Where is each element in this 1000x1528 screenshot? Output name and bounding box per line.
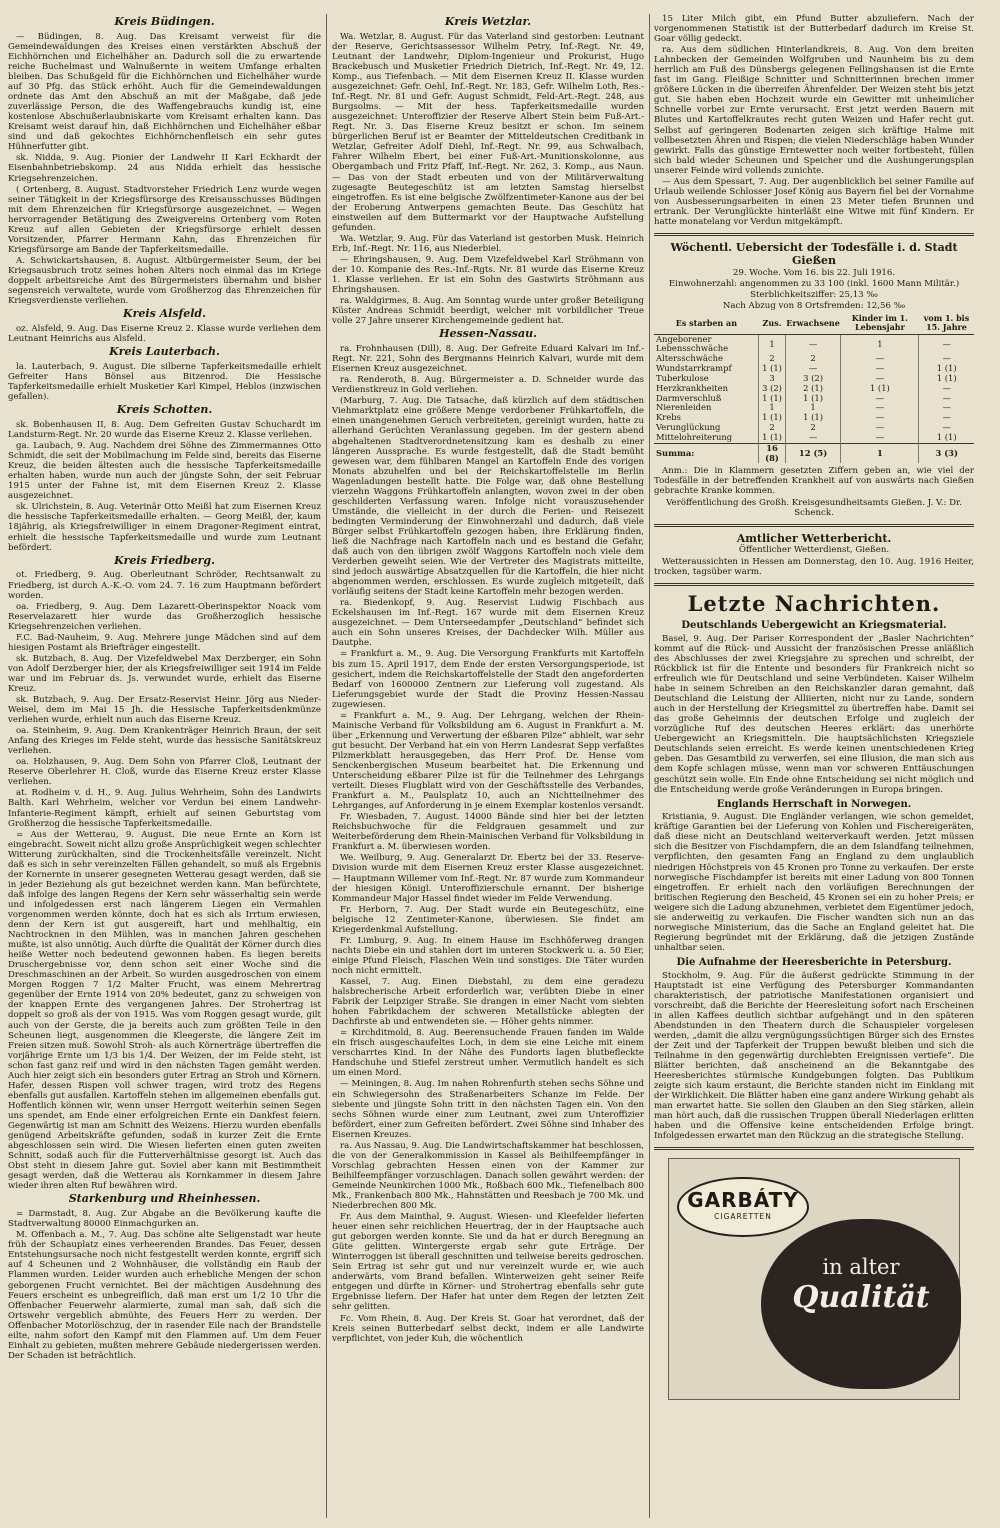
table-cell: 1 (1) [785, 413, 841, 423]
table-cell: Angeborener Lebensschwäche [656, 333, 729, 354]
article-paragraph: — Aus dem Spessart, 7. Aug. Der augenblicklich bei seiner Familie auf Urlaub weilende Schlosser Josef König aus Bayern fiel bei der Vornahme von Ausbesserungsarbeiten in einen 23 Meter tiefen Brunnen und ertrank. Der Verunglückte hinterläßt eine Witwe mit fünf Kindern. Er hatte monatelang vor Verdun mitgekämpft. [654, 176, 974, 227]
table-cell: 2 (1) [785, 384, 841, 394]
table-cell: — [841, 354, 919, 364]
article-paragraph: ra. Waldgirmes, 8. Aug. Am Sonntag wurde unter großer Beteiligung Küster Andreas Schmidt beerdigt, welcher mit vorbildlicher Treue volle 27 Jahre unserer Kirchengemeinde gedient hat. [332, 296, 644, 327]
article-paragraph: = Frankfurt a. M., 9. Aug. Der Lehrgang, welchen der Rhein-Mainische Verband für Volksbildung am 6. August in Frankfurt a. M. über „Erkennung und Verwertung der eßbaren Pilze“ abhielt, war sehr gut besucht. Der Verband hat ein von Herrn Landesrat Sepp verfaßtes Pilzmerkblatt herausgegeben, das Herr Prof. Dr. Hense vom Senckenbergischen Museum bearbeitet hat. Die Erkennung und Unterscheidung eßbarer Pilze ist für die Teilnehmer des Lehrgangs verteilt. Dieses Flugblatt wird von der Geschäftsstelle des Verbandes, Frankfurt a. M., Paulsplatz 10, auch an Nichtteilnehmer des Lehrganges, auf Anforderung in je einem Exemplar kostenlos versandt. [332, 710, 644, 812]
article-paragraph: Kassel, 7. Aug. Einen Diebstahl, zu dem eine geradezu halsbrecherische Arbeit erforderlich war, verübten Diebe in einer Fabrik der Leipziger Straße. Sie drangen in einer Nacht vom siebten hohen Fabrikdachem der schweren Metallstücke ablegten der Dachfirste ab und entwendeten sie. — Höher gehts nimmer. [332, 976, 644, 1028]
article-paragraph: — Ehringshausen, 9. Aug. Dem Vizefeldwebel Karl Ströhmann von der 10. Kompanie des Res.-Inf.-Rgts. Nr. 81 wurde das Eiserne Kreuz 1. Klasse verliehen. Er ist ein Sohn des Gastwirts Ströhmann aus Ehringshausen. [332, 254, 644, 296]
table-cell: — [841, 403, 919, 413]
table-cell: — [785, 433, 841, 443]
table-cell: 1 (1) [841, 384, 919, 394]
table-cell: Tuberkulose [656, 372, 709, 383]
table-cell: — [919, 354, 974, 364]
table-cell: 1 (1) [759, 433, 785, 443]
section-title: Kreis Alsfeld. [123, 307, 206, 321]
cigarette-advertisement [668, 1158, 960, 1400]
table-row [654, 334, 974, 354]
weather-report [654, 533, 974, 577]
table-row [654, 443, 974, 463]
report-title: Wöchentl. Uebersicht der Todesfälle i. d. Stadt Gießen [670, 240, 958, 267]
table-cell: 12 (5) [785, 443, 841, 463]
article-paragraph: sk. Butzbach, 8. Aug. Der Vizefeldwebel Max Derzberger, ein Sohn von Adolf Derzberger hier, der als Kriegsfreiwilliger seit 1914 im Felde war und im Februar ds. Js. verwundet wurde, erhielt das Eiserne Kreuz. [8, 653, 321, 694]
article-paragraph: Fr. Aus dem Mainthal, 9. August. Wiesen- und Kleefelder lieferten heuer einen sehr reichlichen Heuertrag, der in der Hauptsache auch gut geborgen werden konnte. Sie und da hat er durch Beregnung an Güte gelitten. Wintergerste ergab sehr gute Erträge. Der Winterroggen ist überall geschnitten und teilweise bereits gedroschen. Sein Ertrag ist sehr gut und nur vereinzelt wurde er, wie auch anderwärts, vom Brand befallen. Winterweizen geht seiner Reife entgegen und dürfte in Körner- und Strohertrag ebenfalls sehr gute Ergebnisse liefern. Der Hafer hat unter dem Regen der letzten Zeit sehr gelitten. [332, 1212, 644, 1313]
article-paragraph: ra. Frohnhausen (Dill), 8. Aug. Der Gefreite Eduard Kalvari im Inf.-Regt. Nr. 221, Sohn des Bergmanns Heinrich Kalvari, wurde mit dem Eisernen Kreuz ausgezeichnet. [332, 344, 644, 375]
table-cell: — [919, 403, 974, 413]
article-paragraph: oa. Holzhausen, 9. Aug. Dem Sohn von Pfarrer Cloß, Leutnant der Reserve Oberlehrer H. Cloß, wurde das Eiserne Kreuz erster Klasse verliehen. [8, 757, 321, 788]
section-title: Hessen-Nassau. [439, 327, 537, 341]
table-cell: 1 [841, 334, 919, 354]
article-paragraph: la. Lauterbach, 9. August. Die silberne Tapferkeitsmedaille erhielt Gefreiter Hans Bönsel aus Bitzenrod. Die Hessische Tapferkeitsmedaille erhielt Musketier Karl Kimpel, Heblos (inzwischen gefallen). [8, 361, 321, 403]
divider [654, 233, 974, 236]
table-cell: 2 [759, 354, 785, 364]
table-cell: — [841, 374, 919, 384]
article-paragraph: sk. Nidda, 9. Aug. Pionier der Landwehr II Karl Eckhardt der Eisenbahnbetriebskomp. 24 aus Nidda erhielt das hessische Kriegsehrenzeichen. [8, 153, 321, 184]
table-cell: — [919, 334, 974, 354]
article-paragraph: ra. Aus Nassau, 9. Aug. Die Landwirtschaftskammer hat beschlossen, die von der Generalkommission in Kassel als Beihilfeempfänger in Vorschlag gebrachten Hessen einen von der Kammer zur Beihilfeempfänger vorzuschlagen. Danach sollen gewährt werden: der Gemeinde Neunkirchen 1000 Mk., Roßbach 600 Mk., Tiefenelbach 800 Mk., Frankenbach 800 Mk., Hahnstätten und Reesbach je 700 Mk. und Niederbrechen 800 Mk. [332, 1140, 644, 1212]
article-paragraph: We. Weilburg, 9. Aug. Generalarzt Dr. Ebertz bei der 33. Reserve-Division wurde mit dem Eisernen Kreuz erster Klasse ausgezeichnet. — Hauptmann Willemer vom Inf.-Regt. Nr. 87 wurde zum Kommandeur der hiesigen Königl. Unteroffizierschule ernannt. Der bisherige Kommandeur Major Hassel findet wieder im Felde Verwendung. [332, 853, 644, 904]
table-cell: 16 (8) [759, 443, 785, 463]
article-paragraph: Wa. Wetzlar, 9. Aug. Für das Vaterland ist gestorben Musk. Heinrich Erb, Inf.-Regt. Nr. 116, aus Niederbiel. [332, 233, 644, 254]
column-3 [654, 14, 974, 1518]
table-cell: — [919, 384, 974, 394]
ad-brand-name: GARBÁTY [687, 1188, 799, 1213]
table-cell: Summa: [654, 443, 759, 463]
article-paragraph: Fr. Herborn, 7. Aug. Der Stadt wurde ein Beutegeschütz, eine belgische 12 Zentimeter-Kanone, überwiesen. Sie findet am Kriegerdenkmal Aufstellung. [332, 904, 644, 935]
table-cell: — [841, 413, 919, 423]
mortality-table [654, 313, 974, 463]
table-cell: 1 (1) [759, 413, 785, 423]
article-paragraph: Fr. Limburg, 9. Aug. In einem Hause im Eschhöferweg drangen nachts Diebe ein und stahlen dort im unteren Stockwerk u. a. 50 Eier, einige Pfund Fleisch, Flaschen Wein und sonstiges. Die Täter wurden noch nicht ermittelt. [332, 935, 644, 976]
article-paragraph: 15 Liter Milch gibt, ein Pfund Butter abzuliefern. Nach der vorgenommenen Statistik ist der Butterbedarf dadurch im Kreise St. Goar völlig gedeckt. [654, 14, 974, 45]
ad-slogan-line1: in alter [822, 1255, 900, 1280]
table-cell: 1 [759, 403, 785, 413]
table-cell: 2 [785, 354, 841, 364]
table-cell: 3 (3) [919, 443, 974, 463]
table-cell: — [919, 394, 974, 404]
column-2 [332, 14, 644, 1518]
table-row [654, 433, 974, 443]
article-paragraph: F.C. Bad-Nauheim, 9. Aug. Mehrere junge Mädchen sind auf dem hiesigen Postamt als Briefträger eingestellt. [8, 632, 321, 653]
article-paragraph: M. Offenbach a. M., 7. Aug. Das schöne alte Seligenstadt war heute früh der Schauplatz eines verheerenden Brandes. Das Feuer, dessen Entstehungsursache noch nicht festgestellt werden konnte, ergriff sich auf 4 Scheunen und 2 Wohnhäuser, die vollständig ein Raub der Flammen wurden. Leider wurden auch erhebliche Mengen der schon geborgenen Frucht vernichtet. Bei der mächtigen Ausdehnung des Feuers erscheint es unbegreiflich, daß man erst um 1/2 10 Uhr die Offenbacher Feuerwehr alarmierte, zumal man sah, daß sich die Ortswehr vergeblich abmühte, des Feuers Herr zu werden. Der Offenbacher Motorlöschzug, der in rasender Eile nach der Brandstelle eilte, nahm sofort den Kampf mit den Flammen auf. Um dem Feuer Einhalt zu gebieten, mußten mehrere Gebäude niedergerissen werden. Der Schaden ist beträchtlich. [8, 1230, 321, 1361]
article-paragraph: — Büdingen, 8. Aug. Das Kreisamt verweist für die Gemeindewaldungen des Kreises einen verstärkten Abschuß der Eichhörnchen und Eichelhäher an. Dadurch soll die zu erwartende reiche Buchelmast und Walnußernte in weitem Umfange erhalten bleiben. Das Schußgeld für die Eichhörnchen und Eichelhäher wurde auf 30 Pfg. das Stück erhöht. Auch für die Gemeindewaldungen ordnete das Amt den Abschuß an mit der Maßgabe, daß jede zuverlässige Person, die des Waffengebrauchs kundig ist, eine kostenlose Abschußerlaubniskarte vom Kreisamt erhalten kann. Das Kreisamt weist darauf hin, daß Eichhörnchen und Eichelhäher eßbar sind und daß gekochtes Eichhörnchenfleisch ein sehr gutes Hühnerfutter gibt. [8, 31, 321, 153]
report-death-rate: Sterblichkeitsziffer: 25,13 ‰ [750, 289, 878, 300]
table-header-cell: Erwachsene [785, 313, 841, 334]
article-paragraph: ( Ortenberg, 8. August. Stadtvorsteher Friedrich Lenz wurde wegen seiner Tätigkeit in der Kriegsfürsorge des Kreisausschusses Büdingen mit dem Ehrenzeichen für Kriegsfürsorge ausgezeichnet. — Wegen hervorragender Betätigung des Zweigvereins Ortenberg vom Roten Kreuz auf allen Gebieten der Kriegsfürsorge erhielt dessen Vorsitzender, Pfarrer Hermann Kahn, das Ehrenzeichen für Kriegsfürsorge am Bande der Tapferkeitsmedaille. [8, 184, 321, 255]
table-header-cell: vom 1. bis 15. Jahre [919, 313, 974, 334]
mortality-report [654, 242, 974, 518]
news-headline: Englands Herrschaft in Norwegen. [716, 798, 912, 810]
table-cell: Nierenleiden [656, 402, 712, 413]
article-paragraph: ga. Laubach, 9. Aug. Nachdem drei Söhne des Zimmermannes Otto Schmidt, die seit der Mobilmachung im Felde sind, bereits das Eiserne Kreuz, die beiden ältesten auch die hessische Tapferkeitsmedaille erhalten haben, wurde nun auch der jüngste Sohn, der seit Februar 1915 unter der Fahne ist, mit dem Eisernen Kreuz 2. Klasse ausgezeichnet. [8, 441, 321, 502]
divider [654, 524, 974, 527]
report-footer: Veröffentlichung des Großh. Kreisgesundheitsamts Gießen. J. V.: Dr. Schenck. [666, 497, 962, 518]
table-cell: Wundstarrkrampf [656, 363, 732, 374]
article-paragraph: oa. Steinheim, 9. Aug. Dem Krankenträger Heinrich Braun, der seit Anfang des Krieges im Felde steht, wurde das hessische Sanitätskreuz verliehen. [8, 726, 321, 757]
section-title: Kreis Büdingen. [114, 15, 215, 28]
article-paragraph: Fr. Wiesbaden, 7. August. 14000 Bände sind hier bei der letzten Reichsbuchwoche für die Feldgrauen gesammelt und zur Weiterbeförderung dem Rhein-Mainischen Verband für Volksbildung in Frankfurt a. M. überwiesen worden. [332, 812, 644, 853]
article-paragraph: = Aus der Wetterau, 9. August. Die neue Ernte an Korn ist eingebracht. Soweit nicht allzu große Ansprüchigkeit wegen schlechter Witterung zurückhalten, sind die Trockenheitsfälle vereinzelt. Nicht daß es sich in sehr vereinzelten Fällen gehandelt, so muß als Ergebnis der Kornernte in unserer gesegneten Wetterau gesagt werden, daß sie in jeder Beziehung als gut bezeichnet werden kann. Man befürchtete, daß infolge des langen Regens der Kern sehr wässerhaltig sein werde und infolgedessen erst nach längerem Liegen ein Vermahlen vorgenommen werden könnte, doch hat es sich als Irrtum erwiesen, denn der Kern ist gut ausgereift, hart und mehlhaltig, ein Nachtrocknen in den Mühlen, was in manchen Jahren geschehen mußte, ist also unnötig. Auch dürfte die Qualität der Körner durch dies heiße Wetter noch bedeutend gewonnen haben. Es liegen bereits Druschergebnisse vor, denn schon seit einer Woche sind die Dreschmaschinen an der Arbeit. So wurden ausgedroschen von einem Morgen Roggen 7 1/2 Malter Frucht, was einem Mehrertrag gegenüber der Ernte 1914 von 20% bedeutet, ganz zu schweigen von der knappen Ernte des vergangenen Jahres. Der Strohertrag ist doppelt so groß als der von 1915. Was vom Roggen gesagt wurde, gilt auch von der Gerste, die ja bereits auch zum größten Teile in den Scheunen liegt, ausgenommen die Kleegerste, die längere Zeit im Freien sitzen muß. Sowohl Stroh- als auch Körnerträge übertreffen die vorjährige Ernte um 1/3 bis 1/4. Der Weizen, der im Felde steht, ist schon fast ganz reif und wird in den nächsten Tagen gemäht werden. Auch hier zeigt sich ein besonders guter Ertrag an Stroh und Körnern. Hafer, dessen Rispen voll schwer tragen, wird trotz des Regens ebenfalls gut ausfallen. Kartoffeln stehen im allgemeinen ebenfalls gut. Hoffentlich können wir, wenn unser Herrgott weiterhin seinen Segen uns spendet, am Ende einer erfolgreichen Ernte ein Dankfest feiern. Gegenwärtig ist man am Schnitt des Weizens. Hierzu wurden ebenfalls genügend Arbeitskräfte gefunden, sodaß in kurzer Zeit die Ernte abgeschlossen sein wird. Die Wiesen lieferten einen guten zweiten Schnitt, sodaß auch für die Futterverhältnisse gesorgt ist. Auch das Obst steht in diesem Jahre gut. Soviel aber kann mit Bestimmtheit gesagt werden, daß die Wetterau als Kornkammer in diesem Jahre wieder ihren alten Ruf bewähren wird. [8, 829, 321, 1192]
article-paragraph: = Kirchditmold, 8. Aug. Beerensuchende Frauen fanden im Walde ein frisch ausgeschaufeltes Loch, in dem sie eine Leiche mit einem verscharrtes Kind. In der Nähe des Fundorts lagen blutbefleckte Handschuhe und Stiefel zerstreut umher. Vermutlich handelt es sich um einen Mord. [332, 1028, 644, 1079]
table-cell: Mittelohreiterung [656, 431, 733, 442]
news-headline: Deutschlands Uebergewicht an Kriegsmaterial. [681, 620, 947, 632]
section-title: Kreis Wetzlar. [444, 15, 532, 28]
report-note: Anm.: Die in Klammern gesetzten Ziffern geben an, wie viel der Todesfälle in der betreffenden Krankheit auf von auswärts nach Gießen gebrachte Kranke kommen. [654, 466, 974, 497]
article-paragraph: = Frankfurt a. M., 9. Aug. Die Versorgung Frankfurts mit Kartoffeln bis zum 15. April 1917, dem Ende der ersten Versorgungsperiode, ist gesichert, indem die Reichskartoffelstelle der Stadt den angeforderten Bedarf von 1600000 Zentnern zur Lieferung voll zugestand. Als Lieferungsgebiet wurde der Stadt die Provinz Hessen-Nassau zugewiesen. [332, 649, 644, 710]
table-cell: — [841, 364, 919, 374]
ad-dark-circle [761, 1219, 961, 1389]
column-1 [8, 14, 321, 1518]
table-cell: 2 [785, 423, 841, 433]
article-paragraph: (Marburg, 7. Aug. Die Tatsache, daß kürzlich auf dem städtischen Viehmarktplatz eine größere Menge verdorbener Frühkartoffeln, die einen unangenehmen Geruch verbreiteten, gereinigt wurden, hatte zu allerhand Gerüchten Veranlassung gegeben. Im der gestern abend abgehaltenen Stadtverordnetensitzung kam es deshalb zu einer längeren Aussprache. Es wurde festgestellt, daß die Stadt bemüht gewesen war, dem fühlbaren Mangel an Kartoffeln Ende des vorigen Monats abzuhelfen und bei der Reichskartoffelstelle im Berlin Wagenladungen bestellt hatte. Die Folge war, daß ohne Bestellung vierzehn Waggons Frühkartoffeln anlangten, wovon zwei in der oben geschilderten Verfassung waren. Infolge nicht vorauszusehender Umstände, die vielleicht in der durch die Ferien- und Reisezeit bedingten Verminderung der Einwohnerzahl und dadurch, daß viele Bürger selbst Frühkartoffeln gezogen haben, ihre Erklärung finden, ließ die Nachfrage nach Kartoffeln nach und es bestand die Gefahr, daß auch von den übrigen zwölf Waggons Kartoffeln noch viele dem Verderben geweiht seien. Wie der Vertreter des Magistrats mitteilte, sind jedoch auswärtige Absatzquellen für die Kartoffeln, die hier nicht abgenommen werden, erschlossen. Es wurde zugleich mitgeteilt, daß vorläufig seitens der Stadt keine Kartoffeln mehr bezogen werden. [332, 396, 644, 598]
latest-news-title: Letzte Nachrichten. [687, 590, 941, 616]
article-paragraph: at. Rodheim v. d. H., 9. Aug. Julius Wehrheim, Sohn des Landwirts Balth. Karl Wehrheim, welcher vor Verdun bei einem Landwehr-Infanterie-Regiment kämpft, erhielt auf seinen Geburtstag vom Großherzog die hessische Tapferkeitsmedaille. [8, 788, 321, 829]
table-cell: Altersschwäche [656, 353, 723, 364]
weather-forecast: Wetteraussichten in Hessen am Donnerstag, den 10. Aug. 1916 Heiter, trocken, tagsüber warm. [654, 556, 974, 577]
article-paragraph: Wa. Wetzlar, 8. August. Für das Vaterland sind gestorben: Leutnant der Reserve, Gerichtsassessor Wilhelm Petry, Inf.-Regt. Nr. 49, Leutnant der Landwehr, Diplom-Ingenieur und Prokurist, Hugo Brackebusch und Musketier Friedrich Dietrich, Inf.-Regt. Nr. 49, 12. Komp., aus Tiefenbach. — Mit dem Eisernen Kreuz II. Klasse wurden ausgezeichnet: Gefr. Oehl, Inf.-Regt. Nr. 183, Gefr. Wilhelm Loth, Res.-Inf.-Regt. Nr. 81 und Gefr. August Schmidt, Feld-Art.-Regt. 248, aus Burgsolms. — Mit der hess. Tapferkeitsmedaille wurden ausgezeichnet: Unteroffizier der Reserve Albert Stein beim Fuß-Art.-Regt. Nr. 3. Das Eiserne Kreuz besitzt er schon. Im seinem bürgerlichen Beruf ist er Beamter der Mitteldeutschen Creditbank in Wetzlar, Gefreiter Adolf Diehl, Inf.-Regt. Nr. 99, aus Schwalbach, Fahrer Wilhelm Ebert, bei einer Fuß-Art.-Munitionskolonne, aus Obergambach und Fritz Pfaff, Inf.-Regt. Nr. 262, 3. Komp., aus Naun. — Das von der Stadt erbeuten und von der Militärverwaltung zugesagte Beutegeschütz ist am letzten Samstag hierselbst eingetroffen. Es ist eine belgische Zwölfzentimeter-Kanone aus der bei der Eroberung Antwerpens gemachten Beute. Das Geschütz hat einstweilen auf dem Buttermarkt vor der Hauptwache Aufstellung gefunden. [332, 31, 644, 233]
table-cell: Verunglückung [656, 422, 721, 433]
weather-title: Amtlicher Wetterbericht. [736, 531, 892, 545]
news-headline: Die Aufnahme der Heeresberichte in Petersburg. [676, 956, 952, 968]
table-cell: 1 [759, 334, 785, 354]
article-paragraph: ot. Friedberg, 9. Aug. Oberleutnant Schröder, Rechtsanwalt zu Friedberg, ist durch A.-K.-O. vom 24. 7. 16 zum Hauptmann befördert worden. [8, 570, 321, 601]
article-paragraph: oz. Alsfeld, 9. Aug. Das Eiserne Kreuz 2. Klasse wurde verliehen dem Leutnant Heinrichs aus Alsfeld. [8, 323, 321, 345]
table-cell: Darmverschluß [656, 392, 722, 403]
article-paragraph: Fc. Vom Rhein, 8. Aug. Der Kreis St. Goar hat verordnet, daß der Kreis seinen Butterbedarf selbst deckt, indem er alle Landwirte verpflichtet, von jeder Kuh, die wöchentlich [332, 1313, 644, 1344]
article-paragraph: sk. Ulrichstein, 8. Aug. Veterinär Otto Meißl hat zum Eisernen Kreuz die hessische Tapferkeitsmedaille erhalten. — Georg Meißl, der, kaum 18jährig, als Kriegsfreiwilliger in einem Dragoner-Regiment eintrat, erhielt die hessische Tapferkeitsmedaille und wurde zum Leutnant befördert. [8, 502, 321, 553]
section-title: Kreis Schotten. [116, 403, 213, 417]
article-paragraph: Kristiania, 9. August. Die Engländer verlangen, wie schon gemeldet, kräftige Garantien bei der Lieferung von Kohlen und Fischereigeräten, daß diese nicht an Deutschland weiterverkauft werden. Jetzt müssen sich die Besitzer von Fischdampfern, die an dem Islandfang teilnehmen, verpflichten, den gesamten Fang an England zu dem unglaublich niedrigen Höchstpreis von 45 Kronen pro Tonne zu verkaufen. Der erste norwegische Fischdampfer ist bereits mit einer Ladung von 800 Tonnen eingetroffen. Er erhielt nach den vorläufigen Berechnungen der britischen Regierung den Bescheid, 45 Kronen sei ein zu hoher Preis; er weigere sich die Ladung abzunehmen, verbietet dem Eigentümer jedoch, sie anderweitig zu verkaufen. Die Fischer wandten sich nun an das norwegische Ministerium, das die Sache an England geleitet hat. Die Regierung begründet mit der Erklärung, daß die jetzigen Zustände unhaltbar seien. [654, 812, 974, 953]
table-cell: — [841, 433, 919, 443]
ad-brand-subtitle: CIGARETTEN [714, 1211, 772, 1221]
table-cell: — [785, 364, 841, 374]
table-cell: 1 (1) [919, 433, 974, 443]
table-cell: Herzkrankheiten [656, 382, 728, 393]
table-cell: Krebs [656, 412, 681, 423]
article-paragraph: A. Schwickartshausen, 8. August. Altbürgermeister Seum, der bei Kriegsausbruch trotz seines hohen Alters noch einmal das im Kriege doppelt arbeitsreiche Amt des Bürgermeisters übernahm und bisher segensreich verwaltete, wurde vom Großherzog das Ehrenzeichen für Kriegsverdienste verliehen. [8, 255, 321, 307]
divider [654, 583, 974, 586]
table-cell: 1 [841, 443, 919, 463]
table-header-row [654, 313, 974, 334]
article-paragraph: ra. Renderoth, 8. Aug. Bürgermeister a. D. Schneider wurde das Verdienstkreuz in Gold verliehen. [332, 375, 644, 396]
table-header-cell: Kinder im 1. Lebensjahr [841, 313, 919, 334]
report-week: 29. Woche. Vom 16. bis 22. Juli 1916. [732, 267, 896, 278]
table-cell: 3 (2) [785, 374, 841, 384]
article-paragraph: sk. Butzbach, 9. Aug. Der Ersatz-Reservist Heinr. Jörg aus Nieder-Weisel, dem im Mai 15 Jh. die Hessische Tapferkeitsdenkmünze verliehen wurde, erhielt nun auch das Eiserne Kreuz. [8, 695, 321, 726]
table-cell: 1 [785, 403, 841, 413]
section-title: Kreis Lauterbach. [109, 345, 220, 359]
column-rule [649, 14, 650, 1518]
article-paragraph: = Darmstadt, 8. Aug. Zur Abgabe an die Bevölkerung kaufte die Stadtverwaltung 80000 Einmachgurken an. [8, 1209, 321, 1230]
table-cell: — [919, 413, 974, 423]
article-paragraph: — Meiningen, 8. Aug. Im nahen Rohrenfurth stehen sechs Söhne und ein Schwiegersohn des Straßenarbeiters Schanze im Felde. Der siebente und jüngste Sohn tritt in den nächsten Tagen ein. Von den sechs Söhnen wurde einer zum Leutnant, zwei zum Unteroffizier befördert, einer zum Gefreiten befördert. Zwei Söhne sind Inhaber des Eisernen Kreuzes. [332, 1079, 644, 1140]
table-header-cell: Zus. [759, 313, 785, 334]
table-cell: — [841, 394, 919, 404]
article-paragraph: sk. Bobenhausen II, 8. Aug. Dem Gefreiten Gustav Schuchardt im Landsturm-Regt. Nr. 20 wurde das Eiserne Kreuz 2. Klasse verliehen. [8, 419, 321, 441]
divider [654, 1147, 974, 1150]
report-death-rate-adjusted: Nach Abzug von 8 Ortsfremden: 12,56 ‰ [722, 300, 906, 311]
ad-brand-oval [677, 1177, 809, 1237]
section-title: Starkenburg und Rheinhessen. [68, 1192, 261, 1206]
table-cell: 1 (1) [759, 364, 785, 374]
table-cell: — [841, 423, 919, 433]
report-population: Einwohnerzahl: angenommen zu 33 100 (inkl. 1600 Mann Militär.) [668, 278, 960, 289]
section-title: Kreis Friedberg. [114, 553, 215, 567]
table-cell: — [785, 334, 841, 354]
article-paragraph: ra. Aus dem südlichen Hinterlandkreis, 8. Aug. Von dem breiten Lahnbecken der Gemeinden Wolfgruben und Naunheim bis zu dem herrlich am Fuß des Dünsbergs gelegenen Fellingshausen ist die Ernte fast im Gang. Fleißige Schnitter und Schnitterinnen brechen immer größere Lücken in die überreifen Ährenfelder. Der Weizen steht bis jetzt gut. Sie haben eben Hochzeit wurde ein Gewitter mit unheimlicher Schnelle vorbei zur Ernte verursacht. Erst jetzt werden Bauern mit Blutes und Kartoffelkrautes recht guten Weizen und Hafer recht gut. Selbst auf geringeren Bodenarten zeigen sich kräftige Halme mit vollbesetzten Ähren und Rispen; die vielen Niederschläge haben Wunder gewirkt. Falls das günstige Erntewetter noch weiter fortbesteht, füllen sich bald wieder Scheunen und Speicher und die Aushungerungsplan unserer Feinde wird vollends zunichte. [654, 45, 974, 176]
table-cell: — [919, 423, 974, 433]
table-cell: 2 [759, 423, 785, 433]
table-cell: 3 (2) [759, 384, 785, 394]
article-paragraph: Basel, 9. Aug. Der Pariser Korrespondent der „Basler Nachrichten“ kommt auf die Rück- und Aussicht der französischen Presse anläßlich des Abschlusses der zwei Kriegsjahre zu sprechen und schreibt, der Rückblick ist für die Entente und besonders für Frankreich nicht so erfreulich wie für Deutschland und seine Verbündeten. Kaiser Wilhelm habe in seinem Schreiben an den Reichskanzler daran gemahnt, daß Deutschland die Leistung der Alliierten, nicht nur zu Lande, sondern auch in der Herstellung der Kriegsmittel zu übertreffen habe. Damit sei das große Geheimnis der deutschen Erfolge und zugleich der vorzügliche Ruf des deutschen Heeres erklärt: das unerhörte Uebergewicht an Kriegsmitteln. Die hauptsächlichsten Kriegsziele Deutschlands seien erreicht. Es werde keinen unentschiedenen Krieg geben. Das Gesamtbild zu verwerfen, sei eine Illusion, die man sich aus dem Kopfe schlagen müsse, wenn man vor schweren Enttäuschungen geschützt sein wolle. Ein Ende ohne Entscheidung sei nicht möglich und die Entscheidung werde große Veränderungen in Europa bringen. [654, 633, 974, 795]
table-cell: 1 (1) [785, 394, 841, 404]
table-body [654, 334, 974, 463]
table-cell: 1 (1) [919, 374, 974, 384]
article-paragraph: oa. Friedberg, 9. Aug. Dem Lazarett-Oberinspektor Noack vom Reservelazarett hier wurde das Großherzoglich hessische Kriegsehrenzeichen verliehen. [8, 601, 321, 632]
table-cell: 3 [759, 374, 785, 384]
ad-slogan-line2: Qualität [792, 1280, 930, 1315]
column-rule [326, 14, 327, 1518]
article-paragraph: Stockholm, 9. Aug. Für die äußerst gedrückte Stimmung in der Hauptstadt ist eine Verfügung des Petersburger Kommandanten charakteristisch, der patriotische Manifestationen organisiert und vorschreibt, daß die Berichte der Heeresleitung sofort nach Erscheinen in allen Kaffees deutlich sichtbar aufgehängt und in den späteren Abendstunden in den Theatern durch die Schauspieler vorgelesen werden, „damit die allzu vergnügungssüchtigen Bürger sich des Ernstes der Zeit und der Tapferkeit der Truppen bewußt bleiben und sich die Teilnahme in den gegenwärtig durchlebten Ereignissen vertiefe“. Die Blätter berichten, daß anscheinend an die Bekanntgabe des Heeresberichtes stürmische Kundgebungen folgten. Das Publikum zeigte sich kaum erstaunt, die Berichte standen nicht im Einklang mit der Wirklichkeit. Die Blätter haben eine ganz andere Wirkung gehabt als man erwartet hatte. Sie sollen den Glauben an den Sieg stärken, allein man hört auch, daß die russischen Truppen überall Niederlagen erlitten haben und die Offensive keine entscheidenden Erfolge bringt. Infolgedessen erwartet man den Rückzug an die strategische Stellung. [654, 970, 974, 1142]
table-cell: 1 (1) [919, 364, 974, 374]
weather-service: Öffentlicher Wetterdienst, Gießen. [738, 545, 890, 556]
table-cell: 1 (1) [759, 394, 785, 404]
article-paragraph: ra. Biedenkopf, 9. Aug. Reservist Ludwig Fischbach aus Eckelshausen im Inf.-Regt. 167 wurde mit dem Eisernen Kreuz ausgezeichnet. — Dem Unterseedampfer „Deutschland“ befindet sich auch ein Sohn unseres Kreises, der Dachdecker Wilh. Müller aus Dautphe. [332, 598, 644, 649]
table-header-cell: Es starben an [654, 313, 759, 334]
